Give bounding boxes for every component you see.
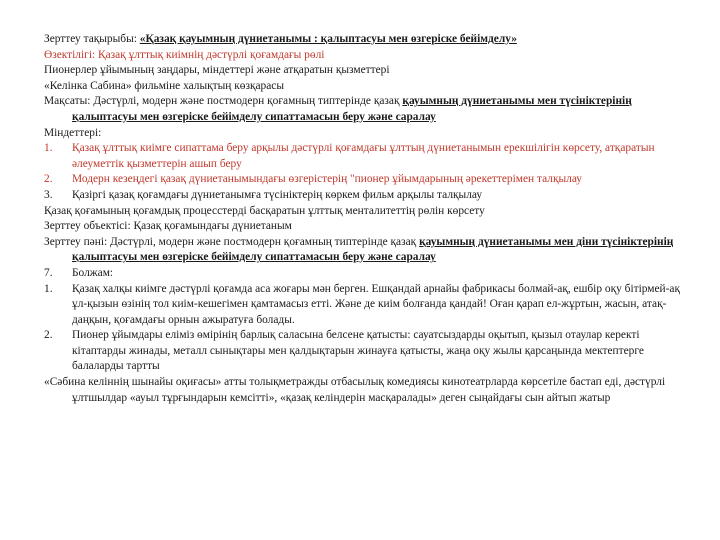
task-item-2 (44, 172, 692, 188)
research-topic-title: «Қазақ қауымның дүниетанымы : қалыптасуы мен өзгеріске бейімделу» (139, 33, 517, 45)
film-view-line: «Келінка Сабина» фильміне халықтың көзқарасы (44, 79, 285, 92)
film-paragraph: «Сәбина келіннің шынайы оқиғасы» атты толықметражды отбасылық комедиясы кинотеатрларда көрсетіле бастап еді, дәстүрлі ұлтшылдар «ауыл тұрғындарын кемсітті», «қазақ келіндерін масқаралады» деген сыңайдағы сын айтып жатыр (44, 376, 666, 404)
research-object: Зерттеу объектісі: Қазақ қоғамындағы дүниетаным (44, 220, 292, 233)
task-3-number: 3. (44, 188, 53, 201)
task-item-3 (44, 188, 692, 204)
research-topic (44, 32, 692, 48)
goal-paragraph (44, 94, 692, 125)
hypothesis-label: Болжам: (72, 266, 114, 279)
hypothesis-2-number: 2. (44, 329, 53, 342)
hypothesis-item-1 (44, 282, 692, 329)
hypothesis-2-text: Пионер ұйымдары еліміз өмірінің барлық саласына белсене қатысты: сауатсыздарды оқытып, қызыл отаулар керекті кітаптарды жинады, металл сынықтары мен қалдықтарын жинауға қатысты, жаңа оқу жылы қарсаңында мектептерге балаларды тартты (72, 329, 644, 373)
subject-plain-text: Зерттеу пәні: Дәстүрлі, модерн және постмодерн қоғамның типтерінде қазақ (44, 235, 420, 248)
task-1-number: 1. (44, 142, 53, 155)
goal-bold-text: қауымның дүниетанымы мен түсініктерінің қалыптасуы мен өзгеріске бейімделу сипаттамасын беру және саралау (72, 95, 632, 123)
hypothesis-1-text: Қазақ халқы киімге дәстүрлі қоғамда аса жоғары мән берген. Ешқандай арнайы фабрикасы болмай-ақ, ешбір оқу бітірмей-ақ ұл-қызын өзінің тол киім-кешегімен қамтамасыз етті. Және де киім болғанда қандай! Оған қарап ел-жұртын, жасын, атақ-даңқын, қоғамдағы орнын ажыратуға болады. (72, 282, 681, 326)
task-1-text: Қазақ ұлттық киімге сипаттама беру арқылы дәстүрлі қоғамдағы ұлттың дүниетанымын ерекшілігін көрсету, атқаратын әлеуметтік қызметтерін ашып беру (72, 142, 655, 170)
pioneer-line: Пионерлер ұйымының заңдары, міндеттері және атқаратын қызметтері (44, 64, 390, 77)
task-3-text: Қазіргі қазақ қоғамдағы дүниетанымға түсініктерің көркем фильм арқылы талқылау (72, 188, 483, 201)
tasks-label: Міндеттері: (44, 126, 102, 139)
relevance-line: Өзектілігі: Қазақ ұлттық киімнің дәстүрлі қоғамдағы рөлі (44, 48, 325, 61)
task-2-text: Модерн кезеңдегі қазақ дүниетанымындағы өзгерістерің "пионер ұйымдарының әрекеттерімен талқылау (72, 173, 582, 186)
hypothesis-heading (44, 266, 692, 282)
goal-plain-text: Мақсаты: Дәстүрлі, модерн және постмодерн қоғамның типтерінде қазақ (44, 95, 403, 108)
research-subject (44, 235, 692, 266)
hypothesis-item-2 (44, 328, 692, 375)
society-line: Қазақ қоғамының қоғамдық процесстерді басқаратын ұлттық менталитеттің рөлін көрсету (44, 204, 485, 217)
research-topic-label: Зерттеу тақырыбы: (44, 33, 140, 45)
subject-bold-text: қауымның дүниетанымы мен діни түсініктерінің қалыптасуы мен өзгеріске бейімделу сипаттамасын беру және саралау (72, 235, 674, 264)
hypothesis-number: 7. (44, 266, 53, 279)
hypothesis-1-number: 1. (44, 282, 53, 295)
task-item-1 (44, 141, 692, 172)
task-2-number: 2. (44, 173, 53, 186)
